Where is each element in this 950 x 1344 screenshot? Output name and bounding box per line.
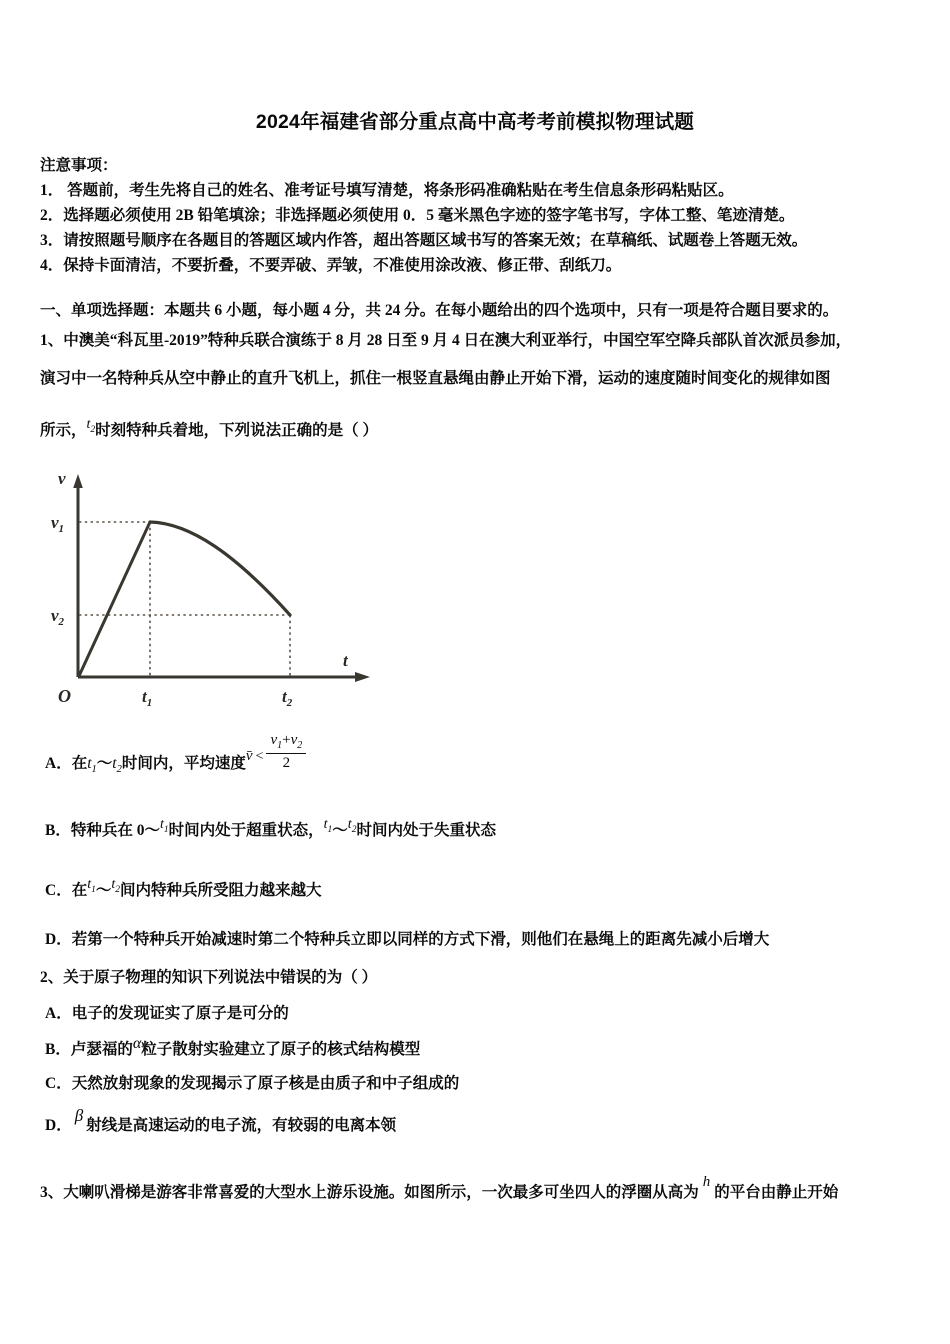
variable-t1: $t_1$	[87, 754, 97, 775]
notes-heading: 注意事项：	[40, 157, 118, 174]
option-b-pre: 卢瑟福的	[70, 1041, 133, 1058]
question-1-number: 1、	[40, 332, 64, 349]
question-1-stem-post: 时刻特种兵着地，下列说法正确的是（ ）	[95, 422, 379, 439]
variable-t1-second: $t_1$	[323, 817, 333, 835]
option-a-pre: 在	[71, 754, 88, 772]
variable-h: h	[702, 1174, 711, 1190]
variable-t2: $t_2$	[86, 417, 96, 435]
question-2-stem	[40, 965, 377, 987]
tilde-separator: ～	[96, 754, 113, 772]
question-2-number: 2、	[40, 969, 64, 986]
fraction	[266, 732, 306, 772]
option-d-label: D．	[45, 931, 72, 948]
option-a-label: A．	[45, 1005, 72, 1022]
question-3-stem-pre: 大喇叭滑梯是游客非常喜爱的大型水上游乐设施。如图所示，一次最多可坐四人的浮圈从高为	[63, 1184, 699, 1201]
question-2-option-c[interactable]	[45, 1071, 459, 1093]
question-1-stem-text-1: 中澳美“科瓦里-2019”特种兵联合演练于 8 月 28 日至 9 月 4 日在澳大利亚举行，中国空军空降兵部队首次派员参加，	[63, 332, 852, 349]
option-c-label: C．	[45, 882, 72, 899]
question-3-stem-post: 的平台由静止开始	[714, 1184, 839, 1201]
page-title: 2024年福建省部分重点高中高考考前模拟物理试题	[255, 111, 695, 133]
formula-average-velocity	[246, 732, 306, 772]
variable-t2: $t_2$	[112, 754, 122, 775]
variable-t1: $t_1$	[87, 877, 96, 895]
tick-label-t2: $t_2$	[282, 687, 293, 709]
curve-rising-segment	[79, 522, 150, 676]
velocity-time-graph-figure	[40, 462, 420, 712]
question-1-option-d[interactable]	[45, 927, 769, 949]
question-1-stem-line-1	[40, 328, 851, 350]
question-2-option-b[interactable]	[45, 1037, 420, 1059]
question-2-stem-text: 关于原子物理的知识下列说法中错误的为（ ）	[63, 969, 378, 986]
x-axis-arrow	[355, 672, 370, 682]
option-c-text: 天然放射现象的发现揭示了原子核是由质子和中子组成的	[71, 1075, 460, 1092]
question-1-option-b[interactable]	[45, 818, 496, 842]
fraction-denominator: 2	[282, 754, 291, 771]
question-1-option-a[interactable]	[45, 732, 306, 780]
option-b-post: 时间内处于失重状态	[356, 822, 496, 839]
formula-lhs: v̄	[245, 747, 253, 764]
question-3-stem	[40, 1174, 839, 1202]
note-item-3: 3．请按照题号顺序在各题目的答题区域内作答，超出答题区域书写的答案无效；在草稿纸、试题卷上答题无效。	[40, 232, 808, 249]
alpha-symbol: α	[132, 1035, 142, 1052]
note-item-4: 4．保持卡面清洁，不要折叠，不要弄破、弄皱，不准使用涂改液、修正带、刮纸刀。	[40, 257, 622, 274]
y-axis-arrow	[73, 474, 83, 488]
question-1-stem-line-3	[40, 418, 378, 442]
fraction-numerator: $v_1+v_2$	[266, 732, 306, 754]
curve-decaying-segment	[150, 522, 290, 615]
origin-label: O	[58, 686, 71, 706]
section-heading-single-choice: 一、单项选择题：本题共 6 小题，每小题 4 分，共 24 分。在每小题给出的四个选项中，只有一项是符合题目要求的。	[40, 302, 839, 319]
question-2-option-d[interactable]	[45, 1106, 397, 1135]
variable-t2: $t_2$	[347, 817, 357, 835]
option-b-label: B．	[45, 822, 71, 839]
tilde-separator: ～	[95, 882, 112, 899]
question-1-stem-pre: 所示，	[40, 422, 87, 439]
formula-relation: <	[255, 748, 264, 764]
question-1-stem-line-2: 演习中一名特种兵从空中静止的直升飞机上，抓住一根竖直悬绳由静止开始下滑，运动的速度随时间变化的规律如图	[40, 370, 831, 387]
tick-label-v1: $v_1$	[51, 513, 65, 535]
option-b-post: 粒子散射实验建立了原子的核式结构模型	[141, 1041, 421, 1058]
option-a-text: 电子的发现证实了原子是可分的	[71, 1005, 289, 1022]
option-d-post: 射线是高速运动的电子流，有较弱的电离本领	[86, 1117, 397, 1134]
option-c-pre: 在	[71, 882, 88, 899]
variable-t2: $t_2$	[111, 877, 121, 895]
option-a-label: A．	[45, 754, 72, 772]
note-item-1: 1． 答题前，考生先将自己的姓名、准考证号填写清楚，将条形码准确粘贴在考生信息条形码粘贴区。	[40, 182, 734, 199]
option-b-mid: 时间内处于超重状态，	[168, 822, 324, 839]
axis-label-v: v	[58, 469, 66, 488]
question-3-number: 3、	[40, 1184, 64, 1201]
option-a-mid: 时间内，平均速度	[121, 754, 246, 772]
option-b-label: B．	[45, 1041, 71, 1058]
option-c-post: 间内特种兵所受阻力越来越大	[120, 882, 322, 899]
note-item-2: 2．选择题必须使用 2B 铅笔填涂；非选择题必须使用 0．5 毫米黑色字迹的签字笔书写，字体工整、笔迹清楚。	[40, 207, 795, 224]
variable-t1: $t_1$	[159, 817, 169, 835]
option-d-text: 若第一个特种兵开始减速时第二个特种兵立即以同样的方式下滑，则他们在悬绳上的距离先减小后增大	[71, 931, 770, 948]
question-2-option-a[interactable]	[45, 1001, 289, 1023]
tick-label-t1: $t_1$	[142, 687, 153, 709]
option-d-label: D．	[45, 1117, 72, 1134]
tilde-separator: ～	[332, 822, 348, 839]
beta-symbol: β	[74, 1106, 84, 1125]
tick-label-v2: $v_2$	[51, 606, 65, 628]
option-b-pre: 特种兵在 0～	[70, 822, 160, 839]
question-1-option-c[interactable]	[45, 878, 322, 902]
option-c-label: C．	[45, 1075, 72, 1092]
axis-label-t: t	[343, 651, 348, 670]
velocity-time-graph-svg	[40, 462, 420, 712]
